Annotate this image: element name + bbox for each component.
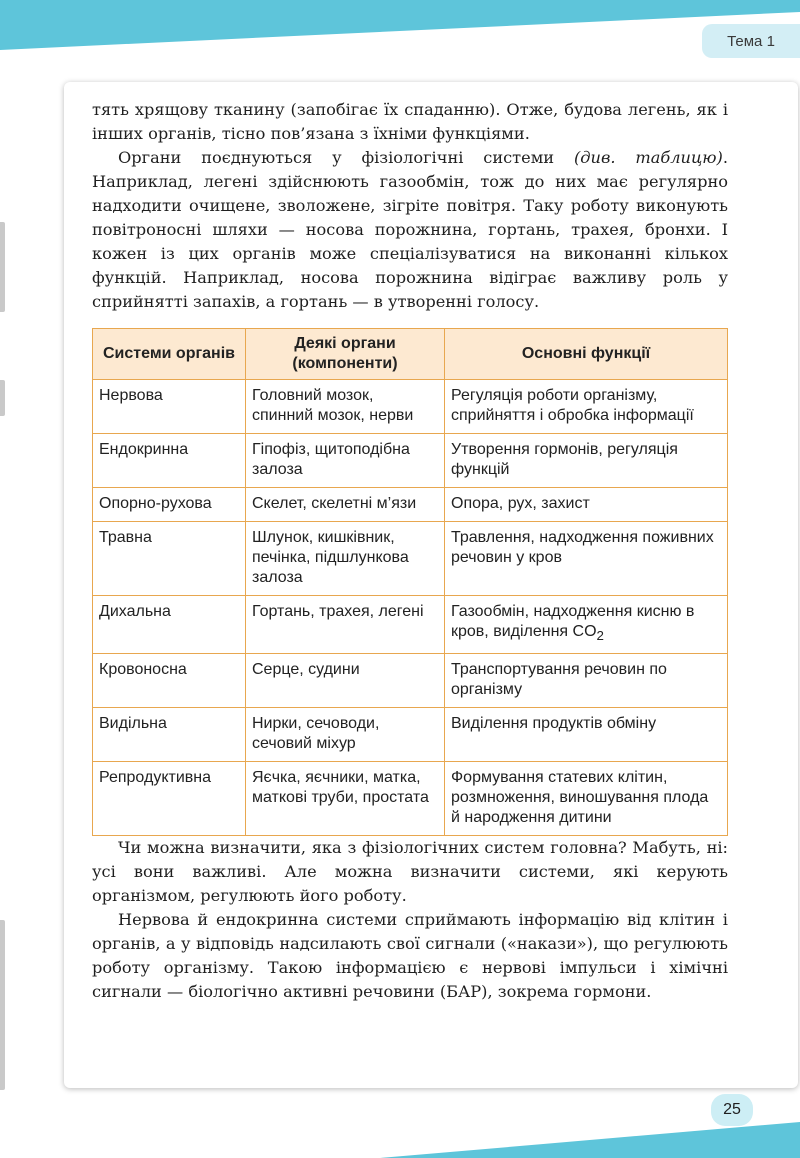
paragraph-intro: тять хрящову тканину (запобігає їх спаданню). Отже, будова легень, як і інших органів, тісно пов’язана з їхніми функціями.: [92, 100, 728, 143]
cell-functions: Виділення продуктів обміну: [445, 708, 728, 762]
bottom-decorative-band: [0, 1100, 800, 1158]
cell-organs: Головний мозок, спинний мозок, нерви: [246, 380, 445, 434]
table-row: [93, 762, 728, 836]
cell-functions: Регуляція роботи організму, сприйняття і обробка інформації: [445, 380, 728, 434]
left-edge-mark: [0, 222, 5, 312]
cell-system: Дихальна: [93, 596, 246, 654]
cell-system: Репродуктивна: [93, 762, 246, 836]
cell-system: Ендокринна: [93, 434, 246, 488]
cell-functions-text: Газообмін, надходження кисню в кров, виділення CO: [451, 603, 695, 640]
page-content: [92, 98, 728, 1004]
table-row: [93, 522, 728, 596]
co2-subscript: 2: [596, 628, 604, 644]
header-functions: Основні функції: [445, 329, 728, 380]
cell-organs: Скелет, скелетні м’язи: [246, 488, 445, 522]
paragraph-regulation: Нервова й ендокринна системи сприймають інформацію від клітин і органів, а у відповідь надсилають свої сигнали («накази»), що регулюють роботу організму. Такою інформацією є нервові імпульси і хімічні сигнали — біологічно активні речовини (БАР), зокрема гормони.: [92, 910, 728, 1002]
table-row: [93, 380, 728, 434]
cell-organs: Серце, судини: [246, 654, 445, 708]
cell-organs: Гортань, трахея, легені: [246, 596, 445, 654]
table-row: [93, 596, 728, 654]
cell-system: Опорно-рухова: [93, 488, 246, 522]
table-reference: (див. таблицю): [573, 148, 723, 167]
table-row: [93, 434, 728, 488]
top-band-shape: [0, 0, 800, 50]
top-decorative-band: [0, 0, 800, 60]
page-number-badge: [711, 1094, 753, 1126]
paragraph-systems-start: Органи поєднуються у фізіологічні системи: [118, 148, 574, 167]
header-organs: Деякі органи (компоненти): [246, 329, 445, 380]
cell-system: Травна: [93, 522, 246, 596]
table-header-row: [93, 329, 728, 380]
organ-systems-table: [92, 328, 728, 836]
table-row: [93, 708, 728, 762]
cell-functions: Утворення гормонів, регуляція функцій: [445, 434, 728, 488]
table-row: [93, 654, 728, 708]
topic-label: Тема 1: [727, 32, 775, 50]
cell-functions: Опора, рух, захист: [445, 488, 728, 522]
cell-system: Нервова: [93, 380, 246, 434]
paragraph-systems: [92, 146, 728, 314]
cell-organs: Яєчка, яєчники, матка, маткові труби, простата: [246, 762, 445, 836]
cell-organs: Шлунок, кишківник, печінка, підшлункова залоза: [246, 522, 445, 596]
page-number: 25: [723, 1101, 741, 1118]
cell-system: Видільна: [93, 708, 246, 762]
left-edge-mark: [0, 380, 5, 416]
table-row: [93, 488, 728, 522]
cell-system: Кровоносна: [93, 654, 246, 708]
paragraph-main-system: Чи можна визначити, яка з фізіологічних систем головна? Мабуть, ні: усі вони важливі. Але можна визначити системи, які керують організмом, регулюють його роботу.: [92, 838, 728, 906]
cell-functions: [445, 596, 728, 654]
left-edge-mark: [0, 920, 5, 1090]
cell-functions: Формування статевих клітин, розмноження, виношування плода й народження дитини: [445, 762, 728, 836]
cell-organs: Нирки, сечоводи, сечовий міхур: [246, 708, 445, 762]
topic-tab[interactable]: [702, 24, 800, 58]
bottom-band-shape: [380, 1122, 800, 1158]
cell-functions: Транспортування речовин по організму: [445, 654, 728, 708]
header-systems: Системи органів: [93, 329, 246, 380]
cell-organs: Гіпофіз, щитоподібна залоза: [246, 434, 445, 488]
paragraph-systems-end: . Наприклад, легені здійснюють газообмін, тож до них має регулярно надходити очищене, зволожене, зігріте повітря. Таку роботу виконують повітроносні шляхи — носова порожнина, гортань, трахея, бронхи. І кожен із цих органів може спеціалізуватися на виконанні кількох функцій. Наприклад, носова порожнина відіграє важливу роль у сприйнятті запахів, а гортань — в утворенні голосу.: [92, 148, 729, 311]
cell-functions: Травлення, надходження поживних речовин у кров: [445, 522, 728, 596]
